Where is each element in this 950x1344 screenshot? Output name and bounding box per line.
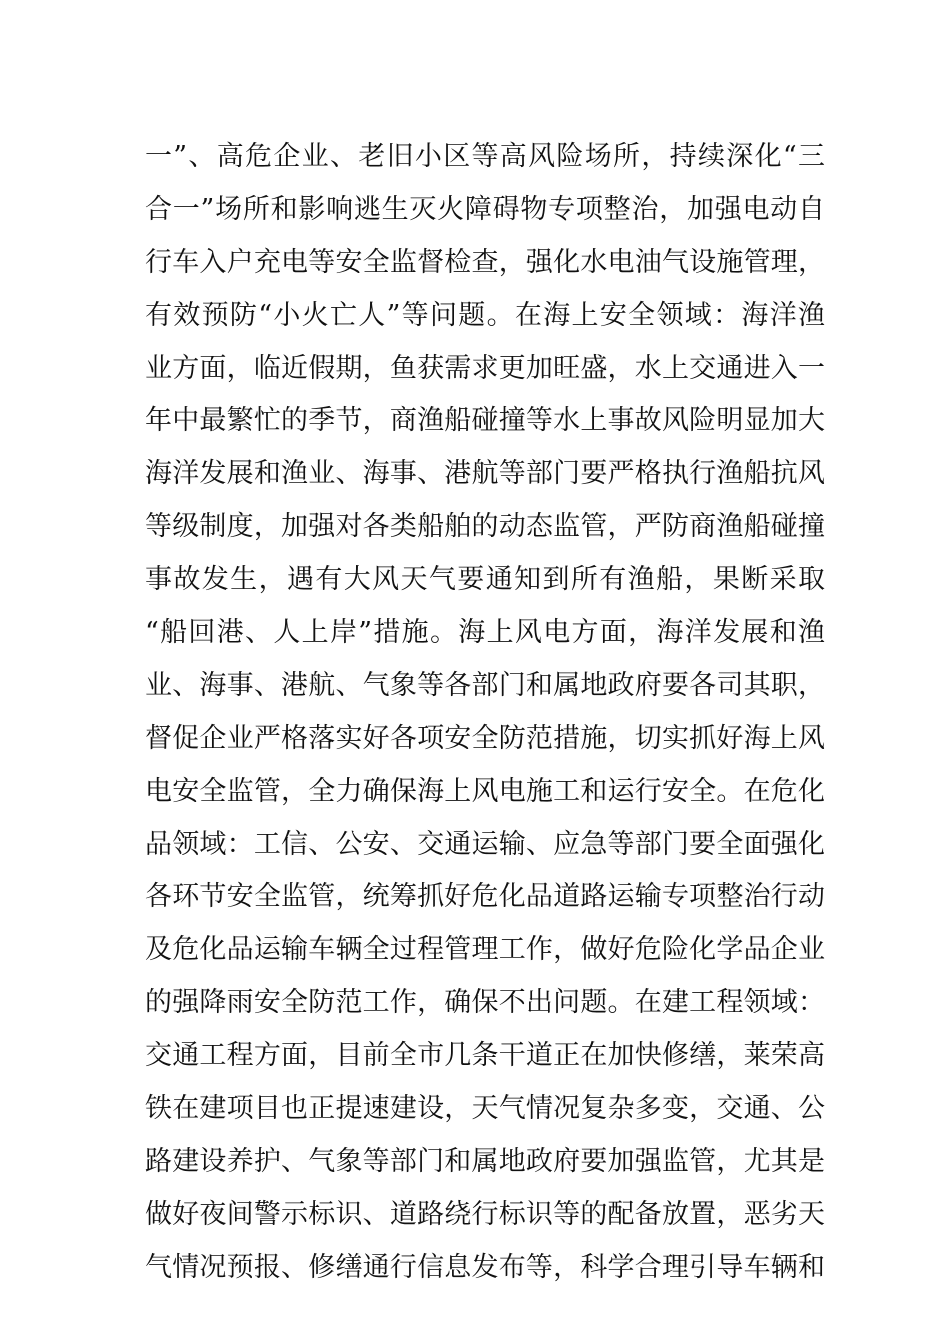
body-text [145, 131, 825, 1295]
text-line-6: 年中最繁忙的季节，商渔船碰撞等水上事故风险明显加大 [145, 405, 825, 437]
text-line-5: 业方面，临近假期，鱼获需求更加旺盛，水上交通进入一 [145, 352, 825, 384]
text-line-12: 督促企业严格落实好各项安全防范措施，切实抓好海上风 [145, 722, 825, 754]
text-line-3: 行车入户充电等安全监督检查，强化水电油气设施管理， [145, 246, 825, 278]
text-line-13: 电安全监管，全力确保海上风电施工和运行安全。在危化 [145, 775, 825, 807]
text-line-8: 等级制度，加强对各类船舶的动态监管，严防商渔船碰撞 [145, 511, 825, 543]
text-line-4: 有效预防“小火亡人”等问题。在海上安全领域：海洋渔 [145, 299, 825, 331]
text-line-2: 合一”场所和影响逃生灭火障碍物专项整治，加强电动自 [145, 193, 825, 225]
text-line-20: 路建设养护、气象等部门和属地政府要加强监管，尤其是 [145, 1145, 825, 1177]
text-line-22: 气情况预报、修缮通行信息发布等，科学合理引导车辆和 [145, 1251, 825, 1283]
text-line-10: “船回港、人上岸”措施。海上风电方面，海洋发展和渔 [145, 617, 825, 649]
text-line-17: 的强降雨安全防范工作，确保不出问题。在建工程领域： [145, 987, 825, 1019]
text-line-14: 品领域：工信、公安、交通运输、应急等部门要全面强化 [145, 828, 825, 860]
text-line-18: 交通工程方面，目前全市几条干道正在加快修缮，莱荣高 [145, 1040, 825, 1072]
text-line-11: 业、海事、港航、气象等各部门和属地政府要各司其职， [145, 669, 825, 701]
text-line-19: 铁在建项目也正提速建设，天气情况复杂多变，交通、公 [145, 1093, 825, 1125]
text-line-16: 及危化品运输车辆全过程管理工作，做好危险化学品企业 [145, 934, 825, 966]
text-line-15: 各环节安全监管，统筹抓好危化品道路运输专项整治行动 [145, 881, 825, 913]
text-line-1: 一”、高危企业、老旧小区等高风险场所，持续深化“三 [145, 141, 825, 172]
text-line-7: 海洋发展和渔业、海事、港航等部门要严格执行渔船抗风 [145, 458, 825, 490]
text-line-21: 做好夜间警示标识、道路绕行标识等的配备放置，恶劣天 [145, 1198, 825, 1230]
text-line-9: 事故发生，遇有大风天气要通知到所有渔船，果断采取 [145, 564, 825, 596]
